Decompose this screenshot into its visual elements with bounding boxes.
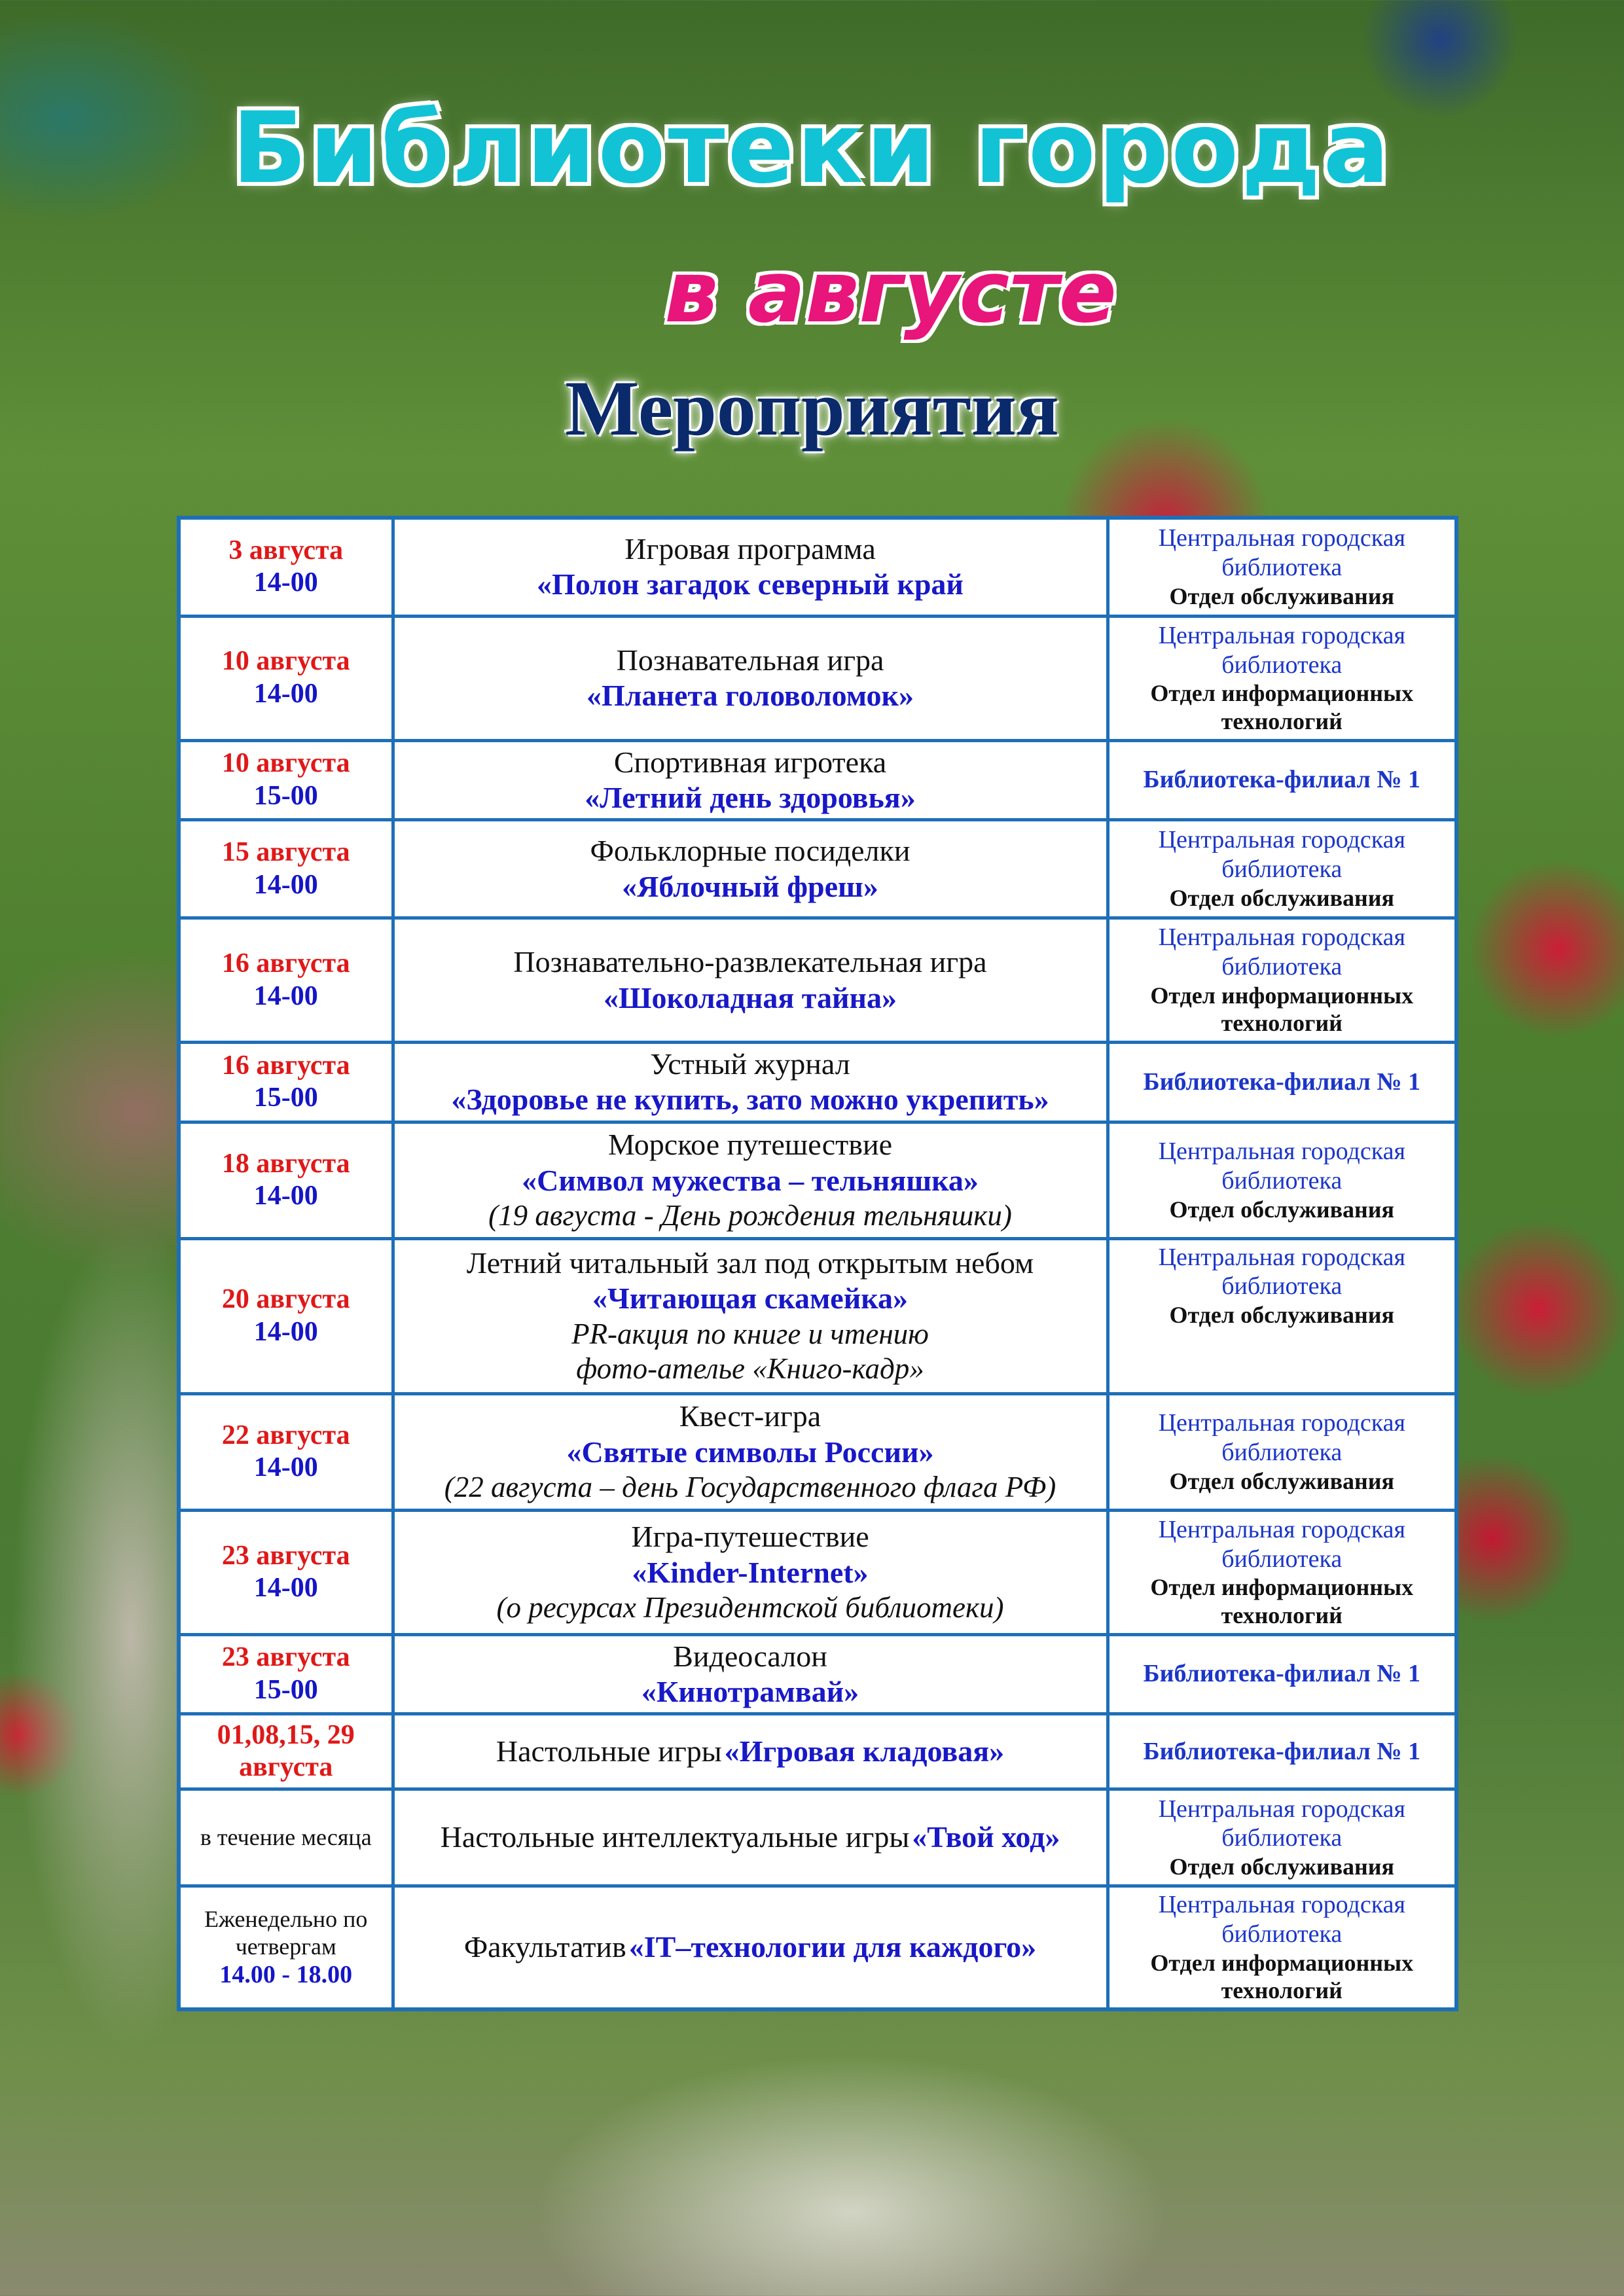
event-department: Отдел обслуживания [1169,1854,1395,1880]
table-row [179,1886,1456,2009]
event-title: «Яблочный фреш» [622,869,878,903]
event-library: Центральная городская библиотека [1158,1138,1405,1194]
place-cell [1108,616,1456,740]
table-row [179,1714,1456,1789]
event-department: Отдел обслуживания [1169,1196,1395,1223]
event-title: «Читающая скамейка» [592,1282,909,1316]
event-type: Игровая программа [624,531,876,565]
table-row [179,1238,1456,1393]
event-date: 16 августа [221,948,350,978]
event-time: 14-00 [253,567,318,598]
place-cell [1108,518,1456,616]
event-type: Летний читальный зал под открытым небом [466,1246,1034,1280]
event-type: Спортивная игротека [613,745,887,779]
event-note: (22 августа – день Государственного флага РФ) [444,1470,1056,1503]
event-type: Факультатив [463,1930,626,1964]
event-title: «Здоровье не купить, зато можно укрепить» [451,1083,1049,1117]
table-row [179,1122,1456,1238]
event-library: Центральная городская библиотека [1158,826,1405,884]
place-cell [1108,1634,1456,1714]
event-type: Устный журнал [650,1047,850,1081]
event-time: 14-00 [253,679,318,709]
date-cell [179,1634,393,1714]
place-cell [1108,1043,1456,1122]
event-note-2: фото-ателье «Книго-кадр» [576,1352,924,1385]
place-cell [1108,820,1456,918]
table-row [179,1789,1456,1886]
page-title: Библиотеки города [232,92,1392,206]
event-type: Морское путешествие [607,1128,893,1162]
event-date: 16 августа [221,1050,350,1081]
event-title: «Твой ход» [912,1820,1060,1854]
date-cell [179,1510,393,1634]
event-library: Центральная городская библиотека [1158,1409,1405,1466]
place-cell [1108,1789,1456,1886]
event-cell [393,740,1108,820]
page-subtitle: Мероприятия [565,365,1059,452]
event-type: Познавательно-развлекательная игра [513,945,987,979]
event-title: «Планета головоломок» [586,679,914,712]
event-library: Центральная городская библиотека [1158,1515,1405,1573]
event-cell [393,1886,1108,2009]
date-cell [179,1393,393,1510]
event-date: 18 августа [221,1148,350,1179]
event-title: «Игровая кладовая» [724,1734,1005,1768]
event-time: 14-00 [253,1316,318,1347]
event-date: 22 августа [221,1420,350,1450]
date-cell [179,1886,393,2009]
event-department: Отдел обслуживания [1169,885,1395,912]
events-table [177,516,1458,2011]
event-note: (о ресурсах Президентской библиотеки) [496,1590,1004,1624]
place-cell [1108,1238,1456,1393]
event-title: «Полон загадок северный край [537,567,964,601]
event-library: Центральная городская библиотека [1158,1795,1405,1852]
table-row [179,740,1456,820]
event-date: 23 августа [221,1540,350,1571]
place-cell [1108,1510,1456,1634]
event-date: 15 августа [221,836,350,867]
event-library: Центральная городская библиотека [1158,1891,1405,1948]
event-time: 14-00 [253,980,318,1011]
date-cell [179,616,393,740]
event-date: 23 августа [221,1642,350,1673]
place-cell [1108,1122,1456,1238]
event-title: «Kinder-Internet» [632,1555,869,1589]
event-cell [393,1510,1108,1634]
event-cell [393,820,1108,918]
place-cell [1108,740,1456,820]
table-row [179,1510,1456,1634]
event-department: Отдел информационных технологий [1150,1574,1414,1628]
event-type: Квест-игра [679,1399,821,1433]
event-type: Игра-путешествие [631,1520,869,1554]
date-cell [179,1238,393,1393]
event-department: Отдел обслуживания [1169,583,1395,609]
event-note: (19 августа - День рождения тельняшки) [488,1198,1012,1232]
event-time: 14-00 [253,1181,318,1211]
event-date: 10 августа [221,646,350,677]
event-time: 14-00 [253,1573,318,1604]
date-cell [179,1789,393,1886]
date-cell [179,1714,393,1789]
event-department: Отдел информационных технологий [1150,680,1414,734]
event-department: Отдел информационных технологий [1150,982,1414,1037]
event-branch: Библиотека-филиал № 1 [1143,1737,1421,1765]
table-row [179,1634,1456,1714]
event-cell [393,518,1108,616]
event-date: 20 августа [221,1284,350,1315]
event-branch: Библиотека-филиал № 1 [1143,1660,1421,1688]
event-library: Центральная городская библиотека [1158,1243,1405,1300]
place-cell [1108,918,1456,1043]
event-date: в течение месяца [200,1824,372,1851]
date-cell [179,1043,393,1122]
event-type: Настольные интеллектуальные игры [440,1820,910,1854]
event-branch: Библиотека-филиал № 1 [1143,1067,1421,1096]
date-cell [179,740,393,820]
event-type: Видеосалон [673,1639,827,1673]
event-type: Настольные игры [496,1734,722,1768]
table-row [179,518,1456,616]
event-date: 3 августа [228,535,344,565]
event-cell [393,1043,1108,1122]
event-date: 01,08,15, 29 августа [217,1719,355,1783]
page-month: в августе [664,242,1117,342]
place-cell [1108,1393,1456,1510]
date-cell [179,518,393,616]
event-time: 14-00 [253,1452,318,1483]
table-row [179,616,1456,740]
event-library: Центральная городская библиотека [1158,524,1405,582]
event-time: 15-00 [253,1083,318,1113]
place-cell [1108,1714,1456,1789]
event-date: 10 августа [221,748,350,779]
event-cell [393,1714,1108,1789]
event-library: Центральная городская библиотека [1158,621,1405,679]
date-cell [179,918,393,1043]
event-cell [393,918,1108,1043]
event-title: «Кинотрамвай» [641,1674,859,1708]
event-department: Отдел информационных технологий [1150,1949,1414,2004]
event-title: «IT–технологии для каждого» [628,1930,1037,1964]
event-library: Центральная городская библиотека [1158,924,1405,981]
event-cell [393,1238,1108,1393]
event-cell [393,1789,1108,1886]
place-cell [1108,1886,1456,2009]
table-row [179,1393,1456,1510]
event-department: Отдел обслуживания [1169,1302,1395,1329]
event-title: «Святые символы России» [566,1435,934,1469]
event-cell [393,1634,1108,1714]
event-branch: Библиотека-филиал № 1 [1143,766,1421,794]
event-date: Еженедельно по четвергам [204,1905,368,1960]
event-department: Отдел обслуживания [1169,1467,1395,1494]
date-cell [179,1122,393,1238]
event-title: «Летний день здоровья» [585,780,916,814]
table-row [179,1043,1456,1122]
event-type: Фольклорные посиделки [590,834,911,868]
event-type: Познавательная игра [616,643,884,677]
event-time: 14-00 [253,869,318,900]
event-time: 15-00 [253,780,318,811]
event-title: «Символ мужества – тельняшка» [522,1163,979,1197]
event-cell [393,1122,1108,1238]
event-cell [393,616,1108,740]
table-row [179,918,1456,1043]
date-cell [179,820,393,918]
event-time: 15-00 [253,1674,318,1705]
table-row [179,820,1456,918]
event-note: PR-акция по книге и чтению [571,1317,929,1350]
event-title: «Шоколадная тайна» [604,980,897,1014]
event-time: 14.00 - 18.00 [219,1961,353,1989]
event-cell [393,1393,1108,1510]
